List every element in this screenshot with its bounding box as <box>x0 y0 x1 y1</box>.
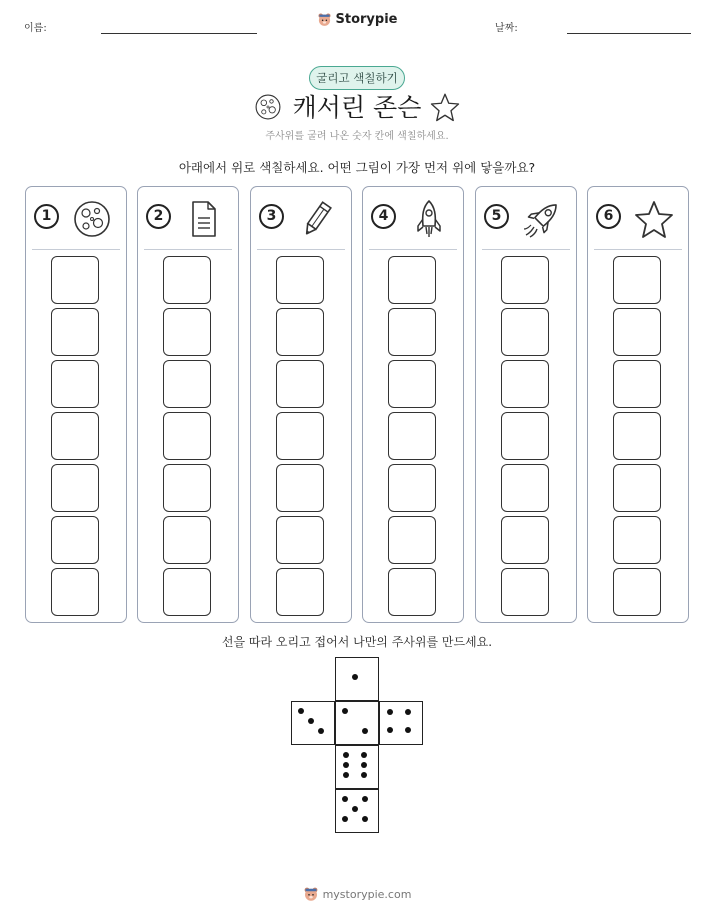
column-number: 1 <box>34 204 59 229</box>
column-divider <box>594 249 682 250</box>
pip <box>308 718 314 724</box>
color-cell[interactable] <box>388 308 436 356</box>
pip <box>361 752 367 758</box>
column-number: 4 <box>371 204 396 229</box>
cut-instruction: 선을 따라 오리고 접어서 나만의 주사위를 만드세요. <box>221 635 493 649</box>
column-number: 5 <box>484 204 509 229</box>
column-6 <box>587 186 689 623</box>
column-2 <box>137 186 239 623</box>
storypie-bear-logo-icon <box>317 12 332 27</box>
date-label: 날짜: <box>495 23 518 34</box>
color-cell[interactable] <box>388 568 436 616</box>
pip <box>343 772 349 778</box>
color-cell[interactable] <box>163 516 211 564</box>
column-divider <box>369 249 457 250</box>
pip <box>342 708 348 714</box>
color-cell[interactable] <box>163 412 211 460</box>
color-cell[interactable] <box>51 464 99 512</box>
color-cell[interactable] <box>501 464 549 512</box>
color-cell[interactable] <box>388 360 436 408</box>
color-cell[interactable] <box>51 360 99 408</box>
column-1 <box>25 186 127 623</box>
color-cell[interactable] <box>613 308 661 356</box>
color-cell[interactable] <box>388 412 436 460</box>
color-cell[interactable] <box>276 360 324 408</box>
color-cell[interactable] <box>501 360 549 408</box>
pip <box>361 772 367 778</box>
column-divider <box>482 249 570 250</box>
pip <box>343 752 349 758</box>
color-cell[interactable] <box>276 256 324 304</box>
pip <box>405 727 411 733</box>
footer-site[interactable]: mystorypie.com <box>322 887 412 901</box>
brand-logo <box>0 12 714 27</box>
color-cell[interactable] <box>388 464 436 512</box>
pencil-icon <box>297 199 337 239</box>
name-label: 이름: <box>24 23 47 34</box>
color-cell[interactable] <box>51 516 99 564</box>
column-divider <box>32 249 120 250</box>
dice-face-5 <box>335 789 379 833</box>
color-cell[interactable] <box>276 568 324 616</box>
name-line <box>101 33 257 34</box>
instruction: 아래에서 위로 색칠하세요. 어떤 그림이 가장 먼저 위에 닿을까요? <box>178 160 536 175</box>
color-cell[interactable] <box>276 516 324 564</box>
moon-icon <box>254 93 282 121</box>
subtitle: 주사위를 굴려 나온 숫자 칸에 색칠하세요. <box>265 131 449 142</box>
pip <box>405 709 411 715</box>
star-icon <box>430 92 460 122</box>
color-cell[interactable] <box>501 568 549 616</box>
moon-icon <box>72 199 112 239</box>
dice-face-1 <box>335 657 379 701</box>
color-cell[interactable] <box>51 308 99 356</box>
color-cell[interactable] <box>163 360 211 408</box>
column-5 <box>475 186 577 623</box>
page-title-text: 캐서린 존슨 <box>292 93 422 122</box>
color-cell[interactable] <box>388 256 436 304</box>
pip <box>387 709 393 715</box>
pip <box>352 806 358 812</box>
storypie-bear-logo-icon <box>303 886 319 902</box>
rocket-icon <box>409 199 449 239</box>
column-number: 2 <box>146 204 171 229</box>
color-cell[interactable] <box>51 256 99 304</box>
color-cell[interactable] <box>501 256 549 304</box>
star-icon <box>634 199 674 239</box>
page-title <box>0 88 714 124</box>
color-cell[interactable] <box>163 256 211 304</box>
brand-name: Storypie <box>335 12 398 27</box>
color-cell[interactable] <box>613 464 661 512</box>
color-cell[interactable] <box>276 464 324 512</box>
pip <box>298 708 304 714</box>
color-cell[interactable] <box>613 412 661 460</box>
color-cell[interactable] <box>276 308 324 356</box>
column-4 <box>362 186 464 623</box>
column-number: 3 <box>259 204 284 229</box>
activity-tag: 굴리고 색칠하기 <box>309 66 405 90</box>
pip <box>342 796 348 802</box>
dice-face-3 <box>291 701 335 745</box>
color-cell[interactable] <box>163 308 211 356</box>
column-divider <box>144 249 232 250</box>
column-3 <box>250 186 352 623</box>
color-cell[interactable] <box>276 412 324 460</box>
launching-rocket-icon <box>522 199 562 239</box>
footer <box>0 886 714 902</box>
color-cell[interactable] <box>501 308 549 356</box>
color-cell[interactable] <box>163 568 211 616</box>
color-cell[interactable] <box>501 516 549 564</box>
color-cell[interactable] <box>501 412 549 460</box>
color-cell[interactable] <box>613 256 661 304</box>
pip <box>387 727 393 733</box>
dice-face-6 <box>335 745 379 789</box>
pip <box>361 762 367 768</box>
dice-face-2 <box>335 701 379 745</box>
column-divider <box>257 249 345 250</box>
color-cell[interactable] <box>613 360 661 408</box>
pip <box>342 816 348 822</box>
pip <box>318 728 324 734</box>
color-cell[interactable] <box>613 568 661 616</box>
color-cell[interactable] <box>163 464 211 512</box>
pip <box>352 674 358 680</box>
color-cell[interactable] <box>388 516 436 564</box>
pip <box>362 796 368 802</box>
color-cell[interactable] <box>613 516 661 564</box>
color-cell[interactable] <box>51 568 99 616</box>
pip <box>362 816 368 822</box>
column-number: 6 <box>596 204 621 229</box>
pip <box>343 762 349 768</box>
pip <box>362 728 368 734</box>
color-cell[interactable] <box>51 412 99 460</box>
dice-face-4 <box>379 701 423 745</box>
date-line <box>567 33 691 34</box>
document-icon <box>184 199 224 239</box>
